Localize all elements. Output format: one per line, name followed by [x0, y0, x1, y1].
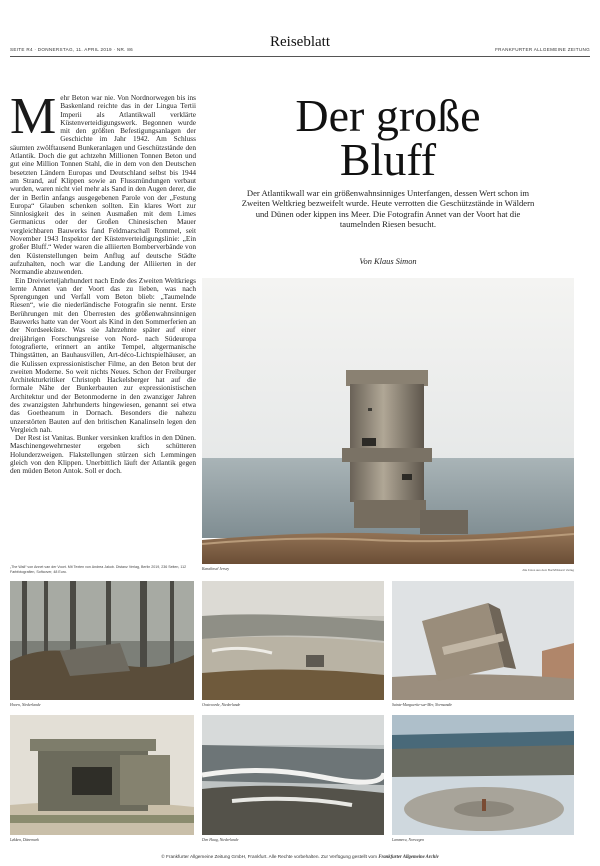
photo-sainte-marguerite [392, 581, 574, 700]
caption-oostvoorde: Oostvoorde, Niederlande [202, 703, 241, 707]
beach-bunker-image [202, 581, 384, 700]
caption-lokken: Løkken, Dänemark [10, 838, 39, 842]
archive-logo: Frankfurter Allgemeine Archiv [378, 855, 439, 860]
photo-lokken [10, 715, 194, 835]
drop-cap: M [10, 88, 57, 145]
forest-bunker-image [10, 581, 194, 700]
photo-den-haag [202, 715, 384, 835]
caption-hoorn: Hoorn, Niederlande [10, 703, 41, 707]
bunker-tower-image [202, 278, 574, 564]
header-rule [10, 56, 590, 57]
page-info: SEITE R4 · DONNERSTAG, 11. APRIL 2019 · NR. 86 [10, 47, 133, 52]
byline: Von Klaus Simon [359, 257, 417, 266]
photo-oostvoorde [202, 581, 384, 700]
caption-sainte-marguerite: Sainte-Marguerite-sur-Mer, Normandie [392, 703, 453, 707]
main-photo [202, 278, 574, 564]
headline-line-1: Der große [295, 90, 481, 141]
headline-line-2: Bluff [339, 134, 437, 185]
surf-bunker-image [202, 715, 384, 835]
dune-bunker-image [10, 715, 194, 835]
tilted-bunker-image [392, 581, 574, 700]
photo-lammeru [392, 715, 574, 835]
caption-den-haag: Den Haag, Niederlande [202, 838, 239, 842]
footer [0, 854, 600, 860]
newspaper-name: FRANKFURTER ALLGEMEINE ZEITUNG [495, 47, 590, 52]
coastal-emplacement-image [392, 715, 574, 835]
article-body [10, 88, 196, 476]
main-photo-caption: Kanalinsel Jersey [202, 567, 230, 571]
paragraph-2: Ein Dreivierteljahrhundert nach Ende des Zweiten Weltkriegs lernte Annet van der Voort das zu lieben, was nach Sprengungen und Verfall vom Beton blieb: „Taumelnde Riesen“, wie die niederländische Fotografin sie nennt. Erste Berührungen mit den Überresten des größenwahnsinnigen Bauwerks hatte van der Voort als Kind in den Sommerferien an der Nordseeküste. Was sie Jahrzehnte später auf einer dreijährigen Forschungsreise von Nord- nach Südeuropa fotografierte, erinnert an antike Tempel, altgermanische Thingstätten, an Bauhausvillen, Art-déco-Lichtspielhäuser, an die Kulissen expressionistischer Filme, an den Beton brut der zweiten Moderne. So weit nichts Neues. Schon der Freiburger Architekturkritiker Christoph Hackelsberger hat auf die formale Nähe der Bunkerbauten zur expressionistischen Architektur und der Betonmoderne in den zwanziger Jahren des zwanzigsten Jahrhunderts hingewiesen, genannt sei etwa das Goetheanum in Dornach. Besonders die nahezu unzerstörten Bauten auf den britischen Kanalinseln legen den Vergleich nah. [10, 275, 196, 434]
paragraph-1: ehr Beton war nie. Von Nordnorwegen bis ins Baskenland reichte das in der Lingua Tertii Imperii als Atlantikwall verklärte Küstenverteidigungswerk. Begonnen wurde mit den größten Befestigungsanlagen der Geschichte im Jahr 1942. Am Schluss säumten zwölftausend Bunkeranlagen und Geschützstände den Atlantik. Doch die gut achtzehn Millionen Tonnen Beton und gut eine Million Tonnen Stahl, die in dem von den Deutschen besetzten Ländern Europas und Deutschland selbst bis 1944 am Strand, auf Klippen sowie an Flussmündungen verbaut wurden, waren nicht viel mehr als Sand in den Augen derer, die der in Berlin anfangs ausgegebenen Parole von der „Festung Europa“ Glauben schenken sollten. Ein klares Wort zur Sinnlosigkeit des in seinen Ausmaßen mit dem Limes Germanicus oder der Großen Chinesischen Mauer vergleichbaren Bauwerks fand Feldmarschall Rommel, seit November 1943 Inspektor der Küstenverteidigungslinie: „Ein großer Bluff.“ Weder waren die alliierten Bomberverbände von den Küstenstellungen beim Anflug auf deutsche Städte aufzuhalten, noch war die Landung der Alliierten in der Normandie abzuwenden. [10, 93, 196, 277]
photo-credit: Alle Fotos aus dem Buch/Distanz Verlag [522, 568, 574, 572]
lead-text: Der Atlantikwall war ein größenwahnsinniges Unterfangen, dessen Wert schon im Zweiten Weltkrieg bezweifelt wurde. Heute verrotten die Geschützstände in Wäldern und Dünen oder kippen ins Meer. Die Fotografin Annet van der Voort hat die taumelnden Riesen besucht. [241, 188, 535, 229]
headline [202, 90, 574, 185]
paragraph-3: Der Rest ist Vanitas. Bunker versinken kraftlos in den Dünen. Maschinengewehrnester ergeben sich schütteren Holunderzweigen. Flakstellungen stürzen sich Lemmingen gleich von den Klippen. Unerbittlich läuft der Atlantik gegen den müden Beton Antok. Soll er doch. [10, 433, 196, 476]
section-title: Reiseblatt [270, 34, 330, 50]
copyright-text: © Frankfurter Allgemeine Zeitung GmbH, Frankfurt. Alle Rechte vorbehalten. Zur Verfügung gestellt vom [161, 854, 378, 859]
photo-hoorn [10, 581, 194, 700]
book-note: „The Wall“ von Annet van der Voort. Mit Texten von Andrea Jakob. Distanz Verlag, Berlin 2019, 236 Seiten, 112 Farbfotografien, Softcover, 48 Euro. [10, 565, 187, 574]
caption-lammeru: Lammeru, Norwegen [392, 838, 425, 842]
